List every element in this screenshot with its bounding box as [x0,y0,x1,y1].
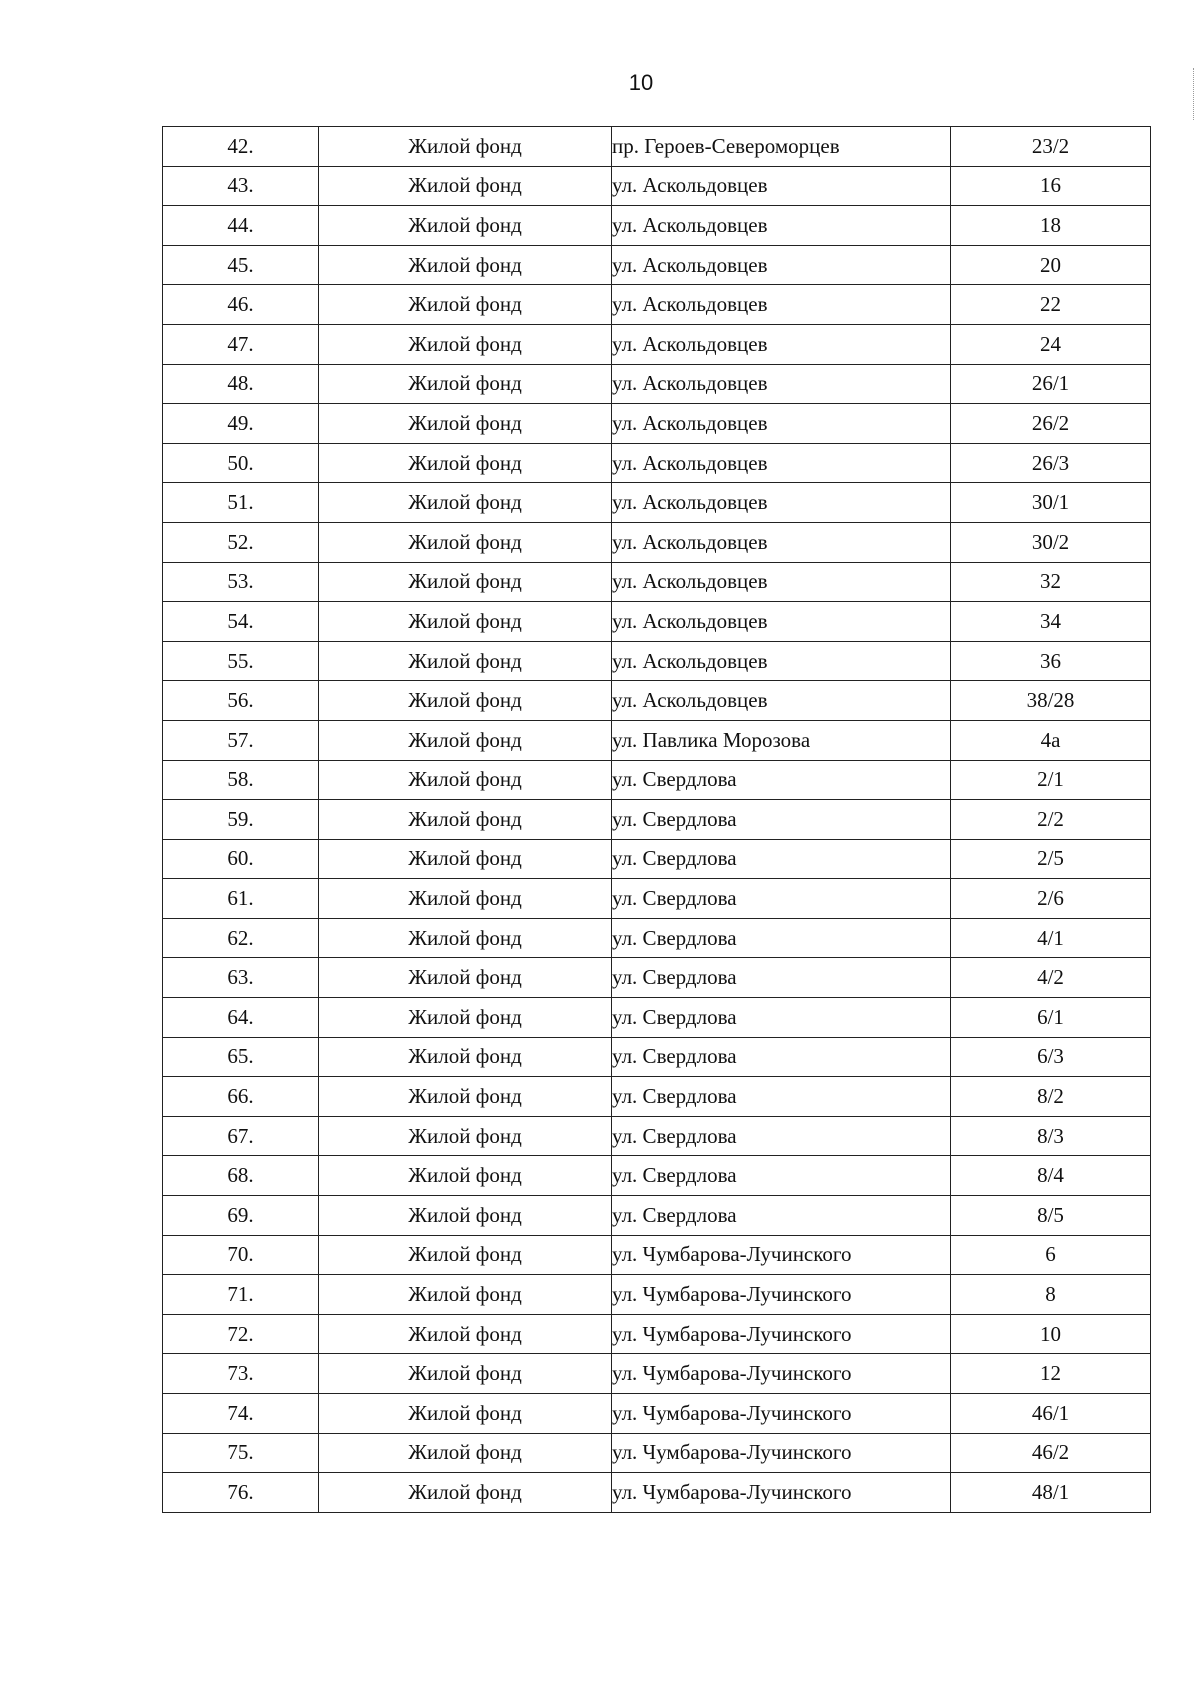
street-cell: пр. Героев-Североморцев [612,127,951,167]
row-number-cell: 64. [163,998,319,1038]
row-number-cell: 43. [163,166,319,206]
street-cell: ул. Чумбарова-Лучинского [612,1275,951,1315]
house-number-cell: 32 [951,562,1151,602]
street-cell: ул. Свердлова [612,958,951,998]
row-number-cell: 59. [163,800,319,840]
house-number-cell: 4/2 [951,958,1151,998]
row-number-cell: 76. [163,1473,319,1513]
fund-type-cell: Жилой фонд [319,681,612,721]
house-number-cell: 30/2 [951,522,1151,562]
street-cell: ул. Аскольдовцев [612,602,951,642]
house-number-cell: 2/2 [951,800,1151,840]
fund-type-cell: Жилой фонд [319,1473,612,1513]
row-number-cell: 74. [163,1394,319,1434]
table-row [163,1354,1151,1394]
fund-type-cell: Жилой фонд [319,1394,612,1434]
fund-type-cell: Жилой фонд [319,364,612,404]
table-row [163,1156,1151,1196]
fund-type-cell: Жилой фонд [319,483,612,523]
row-number-cell: 58. [163,760,319,800]
table-row [163,602,1151,642]
table-row [163,1473,1151,1513]
row-number-cell: 75. [163,1433,319,1473]
table-row [163,127,1151,167]
fund-type-cell: Жилой фонд [319,1037,612,1077]
street-cell: ул. Аскольдовцев [612,483,951,523]
row-number-cell: 56. [163,681,319,721]
street-cell: ул. Аскольдовцев [612,166,951,206]
fund-type-cell: Жилой фонд [319,1156,612,1196]
table-row [163,879,1151,919]
street-cell: ул. Аскольдовцев [612,206,951,246]
table-row [163,641,1151,681]
table-row [163,958,1151,998]
table-row [163,1037,1151,1077]
row-number-cell: 42. [163,127,319,167]
fund-type-cell: Жилой фонд [319,1116,612,1156]
street-cell: ул. Свердлова [612,839,951,879]
house-number-cell: 46/2 [951,1433,1151,1473]
house-number-cell: 8/2 [951,1077,1151,1117]
row-number-cell: 44. [163,206,319,246]
row-number-cell: 73. [163,1354,319,1394]
fund-type-cell: Жилой фонд [319,1275,612,1315]
fund-type-cell: Жилой фонд [319,206,612,246]
table-row [163,918,1151,958]
fund-type-cell: Жилой фонд [319,641,612,681]
fund-type-cell: Жилой фонд [319,958,612,998]
house-number-cell: 46/1 [951,1394,1151,1434]
row-number-cell: 63. [163,958,319,998]
street-cell: ул. Аскольдовцев [612,443,951,483]
street-cell: ул. Аскольдовцев [612,285,951,325]
row-number-cell: 65. [163,1037,319,1077]
street-cell: ул. Аскольдовцев [612,324,951,364]
street-cell: ул. Свердлова [612,1196,951,1236]
house-number-cell: 8/4 [951,1156,1151,1196]
street-cell: ул. Чумбарова-Лучинского [612,1433,951,1473]
street-cell: ул. Чумбарова-Лучинского [612,1354,951,1394]
table-row [163,245,1151,285]
row-number-cell: 69. [163,1196,319,1236]
row-number-cell: 68. [163,1156,319,1196]
house-number-cell: 26/1 [951,364,1151,404]
street-cell: ул. Свердлова [612,918,951,958]
table-row [163,166,1151,206]
table-row [163,364,1151,404]
table-row [163,443,1151,483]
fund-type-cell: Жилой фонд [319,1433,612,1473]
street-cell: ул. Аскольдовцев [612,562,951,602]
house-number-cell: 6/1 [951,998,1151,1038]
row-number-cell: 61. [163,879,319,919]
house-number-cell: 26/3 [951,443,1151,483]
street-cell: ул. Чумбарова-Лучинского [612,1394,951,1434]
house-number-cell: 16 [951,166,1151,206]
row-number-cell: 48. [163,364,319,404]
housing-table-body [163,127,1151,1513]
street-cell: ул. Чумбарова-Лучинского [612,1473,951,1513]
street-cell: ул. Свердлова [612,1077,951,1117]
house-number-cell: 26/2 [951,404,1151,444]
table-row [163,1077,1151,1117]
fund-type-cell: Жилой фонд [319,1314,612,1354]
house-number-cell: 4/1 [951,918,1151,958]
street-cell: ул. Аскольдовцев [612,404,951,444]
fund-type-cell: Жилой фонд [319,720,612,760]
row-number-cell: 70. [163,1235,319,1275]
street-cell: ул. Аскольдовцев [612,245,951,285]
row-number-cell: 71. [163,1275,319,1315]
fund-type-cell: Жилой фонд [319,166,612,206]
fund-type-cell: Жилой фонд [319,404,612,444]
street-cell: ул. Свердлова [612,760,951,800]
row-number-cell: 52. [163,522,319,562]
street-cell: ул. Чумбарова-Лучинского [612,1235,951,1275]
table-row [163,681,1151,721]
row-number-cell: 57. [163,720,319,760]
table-row [163,1116,1151,1156]
house-number-cell: 8 [951,1275,1151,1315]
fund-type-cell: Жилой фонд [319,127,612,167]
row-number-cell: 45. [163,245,319,285]
fund-type-cell: Жилой фонд [319,245,612,285]
fund-type-cell: Жилой фонд [319,879,612,919]
house-number-cell: 34 [951,602,1151,642]
fund-type-cell: Жилой фонд [319,918,612,958]
row-number-cell: 67. [163,1116,319,1156]
street-cell: ул. Павлика Морозова [612,720,951,760]
street-cell: ул. Аскольдовцев [612,522,951,562]
table-row [163,562,1151,602]
house-number-cell: 24 [951,324,1151,364]
house-number-cell: 23/2 [951,127,1151,167]
table-row [163,285,1151,325]
fund-type-cell: Жилой фонд [319,1077,612,1117]
table-row [163,760,1151,800]
fund-type-cell: Жилой фонд [319,562,612,602]
fund-type-cell: Жилой фонд [319,1354,612,1394]
table-row [163,1196,1151,1236]
fund-type-cell: Жилой фонд [319,1235,612,1275]
street-cell: ул. Свердлова [612,998,951,1038]
row-number-cell: 66. [163,1077,319,1117]
fund-type-cell: Жилой фонд [319,602,612,642]
house-number-cell: 6/3 [951,1037,1151,1077]
house-number-cell: 20 [951,245,1151,285]
street-cell: ул. Аскольдовцев [612,364,951,404]
table-row [163,839,1151,879]
fund-type-cell: Жилой фонд [319,800,612,840]
row-number-cell: 53. [163,562,319,602]
table-row [163,1235,1151,1275]
street-cell: ул. Свердлова [612,879,951,919]
fund-type-cell: Жилой фонд [319,760,612,800]
table-row [163,800,1151,840]
table-row [163,1314,1151,1354]
row-number-cell: 55. [163,641,319,681]
house-number-cell: 6 [951,1235,1151,1275]
street-cell: ул. Свердлова [612,1156,951,1196]
house-number-cell: 12 [951,1354,1151,1394]
house-number-cell: 18 [951,206,1151,246]
street-cell: ул. Свердлова [612,1037,951,1077]
street-cell: ул. Свердлова [612,1116,951,1156]
fund-type-cell: Жилой фонд [319,443,612,483]
row-number-cell: 51. [163,483,319,523]
house-number-cell: 48/1 [951,1473,1151,1513]
street-cell: ул. Аскольдовцев [612,681,951,721]
table-row [163,522,1151,562]
house-number-cell: 30/1 [951,483,1151,523]
house-number-cell: 8/5 [951,1196,1151,1236]
scan-mark [1193,68,1196,120]
table-row [163,206,1151,246]
house-number-cell: 2/5 [951,839,1151,879]
house-number-cell: 8/3 [951,1116,1151,1156]
row-number-cell: 49. [163,404,319,444]
table-row [163,324,1151,364]
fund-type-cell: Жилой фонд [319,285,612,325]
house-number-cell: 22 [951,285,1151,325]
table-row [163,483,1151,523]
row-number-cell: 72. [163,1314,319,1354]
row-number-cell: 54. [163,602,319,642]
row-number-cell: 50. [163,443,319,483]
fund-type-cell: Жилой фонд [319,839,612,879]
house-number-cell: 36 [951,641,1151,681]
row-number-cell: 47. [163,324,319,364]
fund-type-cell: Жилой фонд [319,522,612,562]
house-number-cell: 2/6 [951,879,1151,919]
page-number: 10 [628,70,654,95]
fund-type-cell: Жилой фонд [319,1196,612,1236]
house-number-cell: 4а [951,720,1151,760]
table-row [163,720,1151,760]
table-row [163,404,1151,444]
row-number-cell: 62. [163,918,319,958]
row-number-cell: 46. [163,285,319,325]
housing-table [162,126,1151,1513]
table-row [163,1275,1151,1315]
row-number-cell: 60. [163,839,319,879]
house-number-cell: 38/28 [951,681,1151,721]
table-row [163,998,1151,1038]
fund-type-cell: Жилой фонд [319,998,612,1038]
street-cell: ул. Аскольдовцев [612,641,951,681]
house-number-cell: 2/1 [951,760,1151,800]
street-cell: ул. Свердлова [612,800,951,840]
house-number-cell: 10 [951,1314,1151,1354]
table-row [163,1433,1151,1473]
fund-type-cell: Жилой фонд [319,324,612,364]
table-row [163,1394,1151,1434]
street-cell: ул. Чумбарова-Лучинского [612,1314,951,1354]
